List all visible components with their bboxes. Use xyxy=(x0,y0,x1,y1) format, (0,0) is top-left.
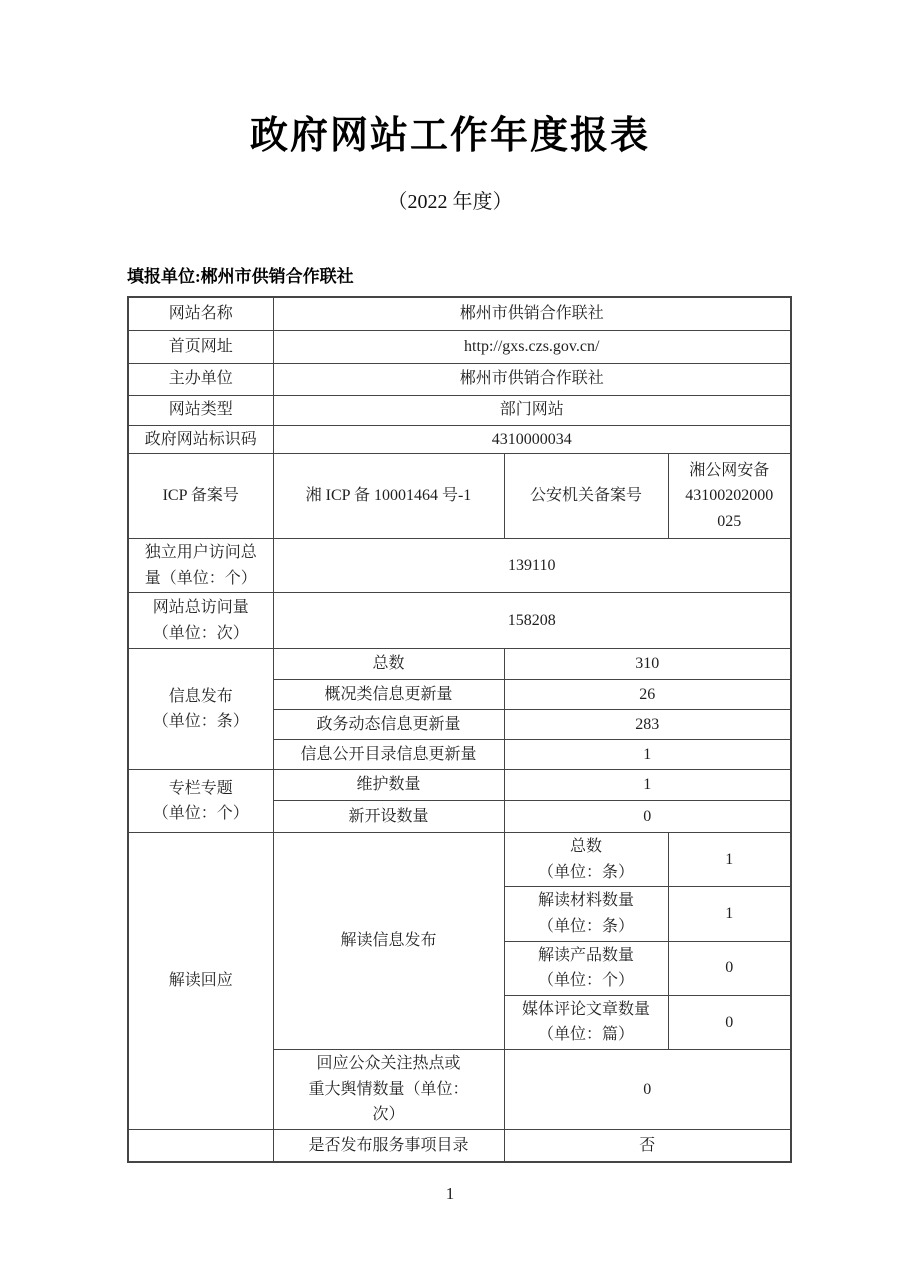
interpretation-item-value: 1 xyxy=(668,833,791,887)
cell-line: （单位：篇） xyxy=(537,1026,634,1044)
interpretation-release-label: 解读信息发布 xyxy=(273,833,504,1050)
annual-report-table xyxy=(127,296,792,1163)
homepage-url-label: 首页网址 xyxy=(128,330,273,363)
special-columns-item-label: 维护数量 xyxy=(273,770,504,801)
cell-line: 解读材料数量 xyxy=(537,892,634,910)
site-identifier-label: 政府网站标识码 xyxy=(128,425,273,454)
cell-line: （单位：个） xyxy=(537,972,634,990)
cell-line: 信息发布 xyxy=(168,687,233,705)
police-filing-value xyxy=(668,454,791,539)
table-row xyxy=(128,539,791,593)
special-columns-section-label xyxy=(128,770,273,833)
document-title: 政府网站工作年度报表 xyxy=(249,115,650,157)
interpretation-item-label xyxy=(504,833,668,887)
info-release-item-label: 概况类信息更新量 xyxy=(273,680,504,710)
organizer-value: 郴州市供销合作联社 xyxy=(273,363,791,395)
website-type-label: 网站类型 xyxy=(128,395,273,425)
special-columns-item-value: 1 xyxy=(504,770,791,801)
interpretation-item-label xyxy=(504,941,668,995)
info-release-item-value: 310 xyxy=(504,649,791,680)
table-row xyxy=(128,395,791,425)
cell-line: 次） xyxy=(372,1106,405,1124)
info-release-item-value: 26 xyxy=(504,680,791,710)
table-row xyxy=(128,425,791,454)
cell-line: 重大舆情数量（单位： xyxy=(308,1080,469,1098)
info-release-section-label xyxy=(128,649,273,770)
interpretation-item-value: 0 xyxy=(668,941,791,995)
cell-line: 媒体评论文章数量 xyxy=(521,1000,650,1018)
cell-line: （单位：次） xyxy=(152,624,249,642)
cell-line: 43100202000 xyxy=(685,487,774,505)
table-row xyxy=(128,1129,791,1162)
unique-visitors-label xyxy=(128,539,273,593)
interpretation-item-value: 0 xyxy=(668,995,791,1049)
hot-response-value: 0 xyxy=(504,1050,791,1130)
table-row xyxy=(128,770,791,801)
table-row xyxy=(128,330,791,363)
cell-line: 量（单位：个） xyxy=(144,569,257,587)
cell-line: 解读产品数量 xyxy=(537,946,634,964)
homepage-url-value: http://gxs.czs.gov.cn/ xyxy=(273,330,791,363)
total-visits-value: 158208 xyxy=(273,593,791,649)
interpretation-section-label: 解读回应 xyxy=(128,833,273,1130)
cell-line: 湘公网安备 xyxy=(689,461,770,479)
info-release-item-value: 283 xyxy=(504,710,791,740)
table-row xyxy=(128,297,791,330)
table-row xyxy=(128,454,791,539)
table-row xyxy=(128,649,791,680)
service-catalog-value: 否 xyxy=(504,1129,791,1162)
unique-visitors-value: 139110 xyxy=(273,539,791,593)
cell-line: （单位：条） xyxy=(537,863,634,881)
website-name-label: 网站名称 xyxy=(128,297,273,330)
cell-line: （单位：条） xyxy=(152,713,249,731)
organizer-label: 主办单位 xyxy=(128,363,273,395)
info-release-item-label: 信息公开目录信息更新量 xyxy=(273,740,504,770)
info-release-item-label: 政务动态信息更新量 xyxy=(273,710,504,740)
cell-line: 回应公众关注热点或 xyxy=(316,1055,461,1073)
icp-filing-label: ICP 备案号 xyxy=(128,454,273,539)
cell-line: 网站总访问量 xyxy=(152,599,249,617)
table-row xyxy=(128,363,791,395)
website-name-value: 郴州市供销合作联社 xyxy=(273,297,791,330)
service-catalog-label: 是否发布服务事项目录 xyxy=(273,1129,504,1162)
table-row xyxy=(128,593,791,649)
page-number: 1 xyxy=(445,1184,455,1203)
empty-cell xyxy=(128,1129,273,1162)
table-row xyxy=(128,833,791,887)
interpretation-item-label xyxy=(504,887,668,941)
icp-filing-value: 湘 ICP 备 10001464 号-1 xyxy=(273,454,504,539)
site-identifier-value: 4310000034 xyxy=(273,425,791,454)
interpretation-item-label xyxy=(504,995,668,1049)
police-filing-label: 公安机关备案号 xyxy=(504,454,668,539)
cell-line: 独立用户访问总 xyxy=(144,544,257,562)
special-columns-item-value: 0 xyxy=(504,801,791,833)
reporting-unit-line: 填报单位:郴州市供销合作联社 xyxy=(127,267,354,286)
special-columns-item-label: 新开设数量 xyxy=(273,801,504,833)
document-subtitle: （2022 年度） xyxy=(387,191,513,213)
total-visits-label xyxy=(128,593,273,649)
cell-line: （单位：条） xyxy=(537,918,634,936)
hot-response-label xyxy=(273,1050,504,1130)
cell-line: 总数 xyxy=(569,838,602,856)
website-type-value: 部门网站 xyxy=(273,395,791,425)
cell-line: 专栏专题 xyxy=(168,779,233,797)
info-release-item-value: 1 xyxy=(504,740,791,770)
cell-line: 025 xyxy=(717,512,742,530)
interpretation-item-value: 1 xyxy=(668,887,791,941)
info-release-item-label: 总数 xyxy=(273,649,504,680)
cell-line: （单位：个） xyxy=(152,805,249,823)
